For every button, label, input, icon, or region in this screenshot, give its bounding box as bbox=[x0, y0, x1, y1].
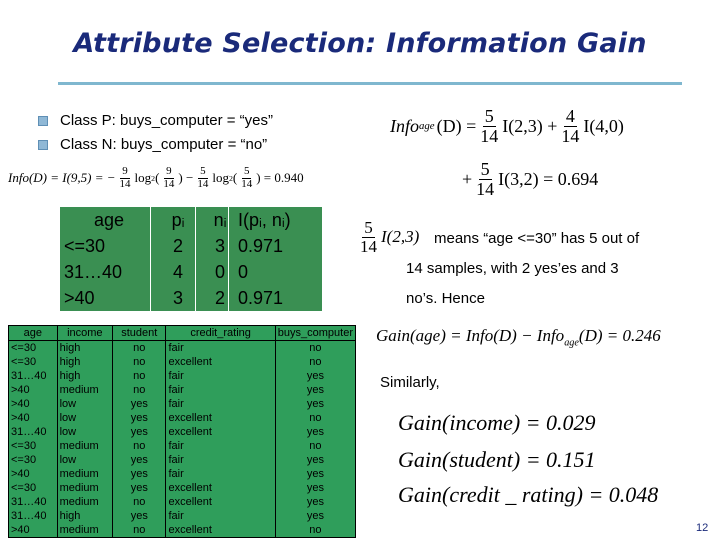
table-cell: low bbox=[57, 453, 113, 467]
eq-term: I(4,0) bbox=[583, 115, 624, 136]
eq-fraction: $\frac{5}{14}$ bbox=[480, 106, 499, 146]
table-cell: >40 bbox=[9, 467, 58, 481]
table-cell: excellent bbox=[166, 411, 275, 425]
table-cell: yes bbox=[275, 509, 355, 523]
table-cell: yes bbox=[275, 481, 355, 495]
table-cell: >40 bbox=[9, 523, 58, 538]
table-row bbox=[9, 355, 356, 369]
eq-lhs-sub: age bbox=[419, 120, 435, 133]
table-cell: fair bbox=[166, 369, 275, 383]
table-row bbox=[9, 481, 356, 495]
eq-result: ) = 0.940 bbox=[256, 170, 304, 186]
table-cell: 3 bbox=[172, 288, 183, 308]
table-cell: >40 bbox=[9, 411, 58, 425]
eq-fraction: $\frac{9}{14}$ bbox=[119, 165, 131, 190]
table-cell: no bbox=[275, 355, 355, 369]
table-cell: 31…40 bbox=[9, 509, 58, 523]
header-cell: nᵢ bbox=[213, 210, 227, 230]
table-cell: no bbox=[113, 369, 166, 383]
eq-fraction: $\frac{9}{14}$ bbox=[163, 165, 175, 190]
table-cell: no bbox=[275, 439, 355, 453]
eq-fraction: $\frac{4}{14}$ bbox=[561, 106, 580, 146]
table-cell: <=30 bbox=[9, 481, 58, 495]
table-cell: excellent bbox=[166, 425, 275, 439]
gain-income: Gain(income) = 0.029 bbox=[398, 410, 596, 435]
table-cell: <=30 bbox=[9, 439, 58, 453]
table-cell: fair bbox=[166, 383, 275, 397]
means-line-1: means “age <=30” has 5 out of bbox=[434, 230, 640, 247]
table-cell: yes bbox=[113, 397, 166, 411]
eq-paren: ( bbox=[232, 170, 238, 186]
table-cell: <=30 bbox=[9, 341, 58, 356]
table-cell: yes bbox=[275, 467, 355, 481]
table-cell: fair bbox=[166, 509, 275, 523]
eq-term: I(2,3) + bbox=[502, 115, 558, 136]
header-cell: age bbox=[9, 326, 58, 341]
table-cell: low bbox=[57, 397, 113, 411]
eq-log-base: 2 bbox=[151, 173, 156, 183]
table-cell: medium bbox=[57, 495, 113, 509]
table-row bbox=[9, 383, 356, 397]
header-cell: I(pᵢ, nᵢ) bbox=[238, 210, 291, 230]
table-cell: no bbox=[275, 341, 355, 356]
table-row bbox=[9, 495, 356, 509]
means-line-3: no’s. Hence bbox=[406, 290, 485, 307]
header-cell: pᵢ bbox=[171, 210, 185, 230]
table-cell: 0 bbox=[238, 262, 249, 282]
table-row bbox=[9, 439, 356, 453]
header-cell: income bbox=[57, 326, 113, 341]
eq-sub: age bbox=[564, 337, 579, 349]
table-cell: no bbox=[113, 439, 166, 453]
table-cell: no bbox=[113, 383, 166, 397]
eq-part: (D) = 0.246 bbox=[578, 326, 661, 345]
table-cell: 2 bbox=[172, 236, 183, 256]
table-cell: yes bbox=[113, 453, 166, 467]
page-number: 12 bbox=[696, 522, 709, 534]
table-cell: high bbox=[57, 369, 113, 383]
table-cell: 0 bbox=[214, 262, 225, 282]
table-cell: fair bbox=[166, 467, 275, 481]
table-cell: 0.971 bbox=[238, 236, 284, 256]
bullet-text: Class N: buys_computer = “no” bbox=[60, 136, 268, 153]
table-cell: no bbox=[113, 355, 166, 369]
table-cell: no bbox=[275, 523, 355, 538]
bullet-square-icon bbox=[38, 116, 48, 126]
gain-credit-rating: Gain(credit _ rating) = 0.048 bbox=[398, 482, 659, 507]
header-cell: student bbox=[113, 326, 166, 341]
table-row bbox=[9, 453, 356, 467]
table-cell: no bbox=[113, 495, 166, 509]
similarly-text: Similarly, bbox=[380, 374, 440, 391]
eq-plus: + bbox=[462, 168, 473, 189]
table-cell: high bbox=[57, 509, 113, 523]
bullet-square-icon bbox=[38, 140, 48, 150]
means-line-2: 14 samples, with 2 yes’es and 3 bbox=[406, 260, 619, 277]
table-cell: excellent bbox=[166, 355, 275, 369]
table-cell: yes bbox=[113, 481, 166, 495]
table-row bbox=[9, 369, 356, 383]
table-cell: yes bbox=[275, 383, 355, 397]
table-cell: yes bbox=[275, 453, 355, 467]
table-cell: >40 bbox=[9, 397, 58, 411]
table-cell: no bbox=[275, 411, 355, 425]
table-cell: low bbox=[57, 411, 113, 425]
table-header-row bbox=[60, 207, 318, 233]
table-cell: medium bbox=[57, 439, 113, 453]
table-cell: no bbox=[113, 341, 166, 356]
table-cell: fair bbox=[166, 439, 275, 453]
table-cell: yes bbox=[275, 425, 355, 439]
eq-log: log bbox=[134, 170, 152, 186]
table-cell: 3 bbox=[214, 236, 225, 256]
title-rule bbox=[58, 82, 682, 85]
table-row bbox=[60, 259, 318, 285]
table-cell: medium bbox=[57, 481, 113, 495]
table-body bbox=[9, 341, 356, 538]
table-row bbox=[9, 467, 356, 481]
table-cell: yes bbox=[113, 467, 166, 481]
eq-fraction: $\frac{5}{14}$ bbox=[476, 159, 495, 199]
means-fraction-term bbox=[356, 219, 419, 256]
eq-lhs-rest: (D) = bbox=[436, 115, 477, 136]
eq-fraction: $\frac{5}{14}$ bbox=[197, 165, 209, 190]
table-row bbox=[9, 425, 356, 439]
table-row bbox=[60, 233, 318, 259]
table-cell: 2 bbox=[214, 288, 225, 308]
table-cell: high bbox=[57, 341, 113, 356]
bullet-text: Class P: buys_computer = “yes” bbox=[60, 112, 273, 129]
table-cell: excellent bbox=[166, 495, 275, 509]
info-age-equation bbox=[390, 107, 624, 146]
bullet-list bbox=[38, 112, 273, 160]
table-cell: low bbox=[57, 425, 113, 439]
table-header-row bbox=[9, 326, 356, 341]
eq-lhs: Info(D) = I(9,5) = − bbox=[8, 170, 116, 186]
table-cell: yes bbox=[275, 495, 355, 509]
header-cell: age bbox=[93, 210, 125, 230]
table-cell: no bbox=[113, 523, 166, 538]
table-row bbox=[9, 341, 356, 356]
table-cell: 31…40 bbox=[9, 369, 58, 383]
table-row bbox=[9, 509, 356, 523]
eq-log: log bbox=[212, 170, 229, 186]
gain-age-equation bbox=[376, 326, 661, 348]
table-row bbox=[9, 411, 356, 425]
slide-title: Attribute Selection: Information Gain bbox=[73, 28, 647, 59]
eq-mid: ) − bbox=[178, 170, 194, 186]
training-data-table bbox=[8, 325, 356, 538]
eq-lhs-name: Info bbox=[390, 115, 419, 136]
table-cell: >40 bbox=[64, 288, 95, 308]
table-cell: 4 bbox=[172, 262, 183, 282]
eq-log-base: 2 bbox=[228, 173, 233, 183]
table-cell: yes bbox=[113, 509, 166, 523]
table-cell: medium bbox=[57, 523, 113, 538]
table-cell: fair bbox=[166, 453, 275, 467]
bullet-item bbox=[38, 136, 273, 160]
bullet-item bbox=[38, 112, 273, 136]
table-cell: yes bbox=[113, 411, 166, 425]
eq-fraction: $\frac{5}{14}$ bbox=[360, 218, 377, 256]
eq-part: Gain(age) = Info(D) − Info bbox=[376, 326, 565, 345]
table-cell: 31…40 bbox=[64, 262, 123, 282]
table-cell: <=30 bbox=[9, 453, 58, 467]
table-cell: excellent bbox=[166, 481, 275, 495]
table-cell: yes bbox=[275, 369, 355, 383]
eq-paren: ( bbox=[155, 170, 160, 186]
table-cell: medium bbox=[57, 383, 113, 397]
table-cell: <=30 bbox=[9, 355, 58, 369]
table-row bbox=[60, 285, 318, 311]
header-cell: buys_computer bbox=[275, 326, 355, 341]
table-cell: medium bbox=[57, 467, 113, 481]
table-row bbox=[9, 397, 356, 411]
eq-term: I(2,3) bbox=[381, 227, 420, 247]
table-cell: >40 bbox=[9, 383, 58, 397]
table-cell: 31…40 bbox=[9, 495, 58, 509]
table-cell: fair bbox=[166, 397, 275, 411]
info-age-equation-cont bbox=[462, 160, 598, 199]
table-cell: fair bbox=[166, 341, 275, 356]
table-cell: yes bbox=[275, 397, 355, 411]
age-summary-table bbox=[60, 207, 318, 311]
table-cell: <=30 bbox=[64, 236, 106, 256]
eq-fraction: $\frac{5}{14}$ bbox=[241, 165, 253, 190]
table-cell: high bbox=[57, 355, 113, 369]
info-equation bbox=[8, 166, 304, 190]
table-cell: 31…40 bbox=[9, 425, 58, 439]
table-row bbox=[9, 523, 356, 538]
header-cell: credit_rating bbox=[166, 326, 275, 341]
table-cell: 0.971 bbox=[238, 288, 284, 308]
eq-term: I(3,2) = 0.694 bbox=[498, 168, 599, 189]
gain-student: Gain(student) = 0.151 bbox=[398, 447, 596, 472]
table-cell: yes bbox=[113, 425, 166, 439]
table-cell: excellent bbox=[166, 523, 275, 538]
